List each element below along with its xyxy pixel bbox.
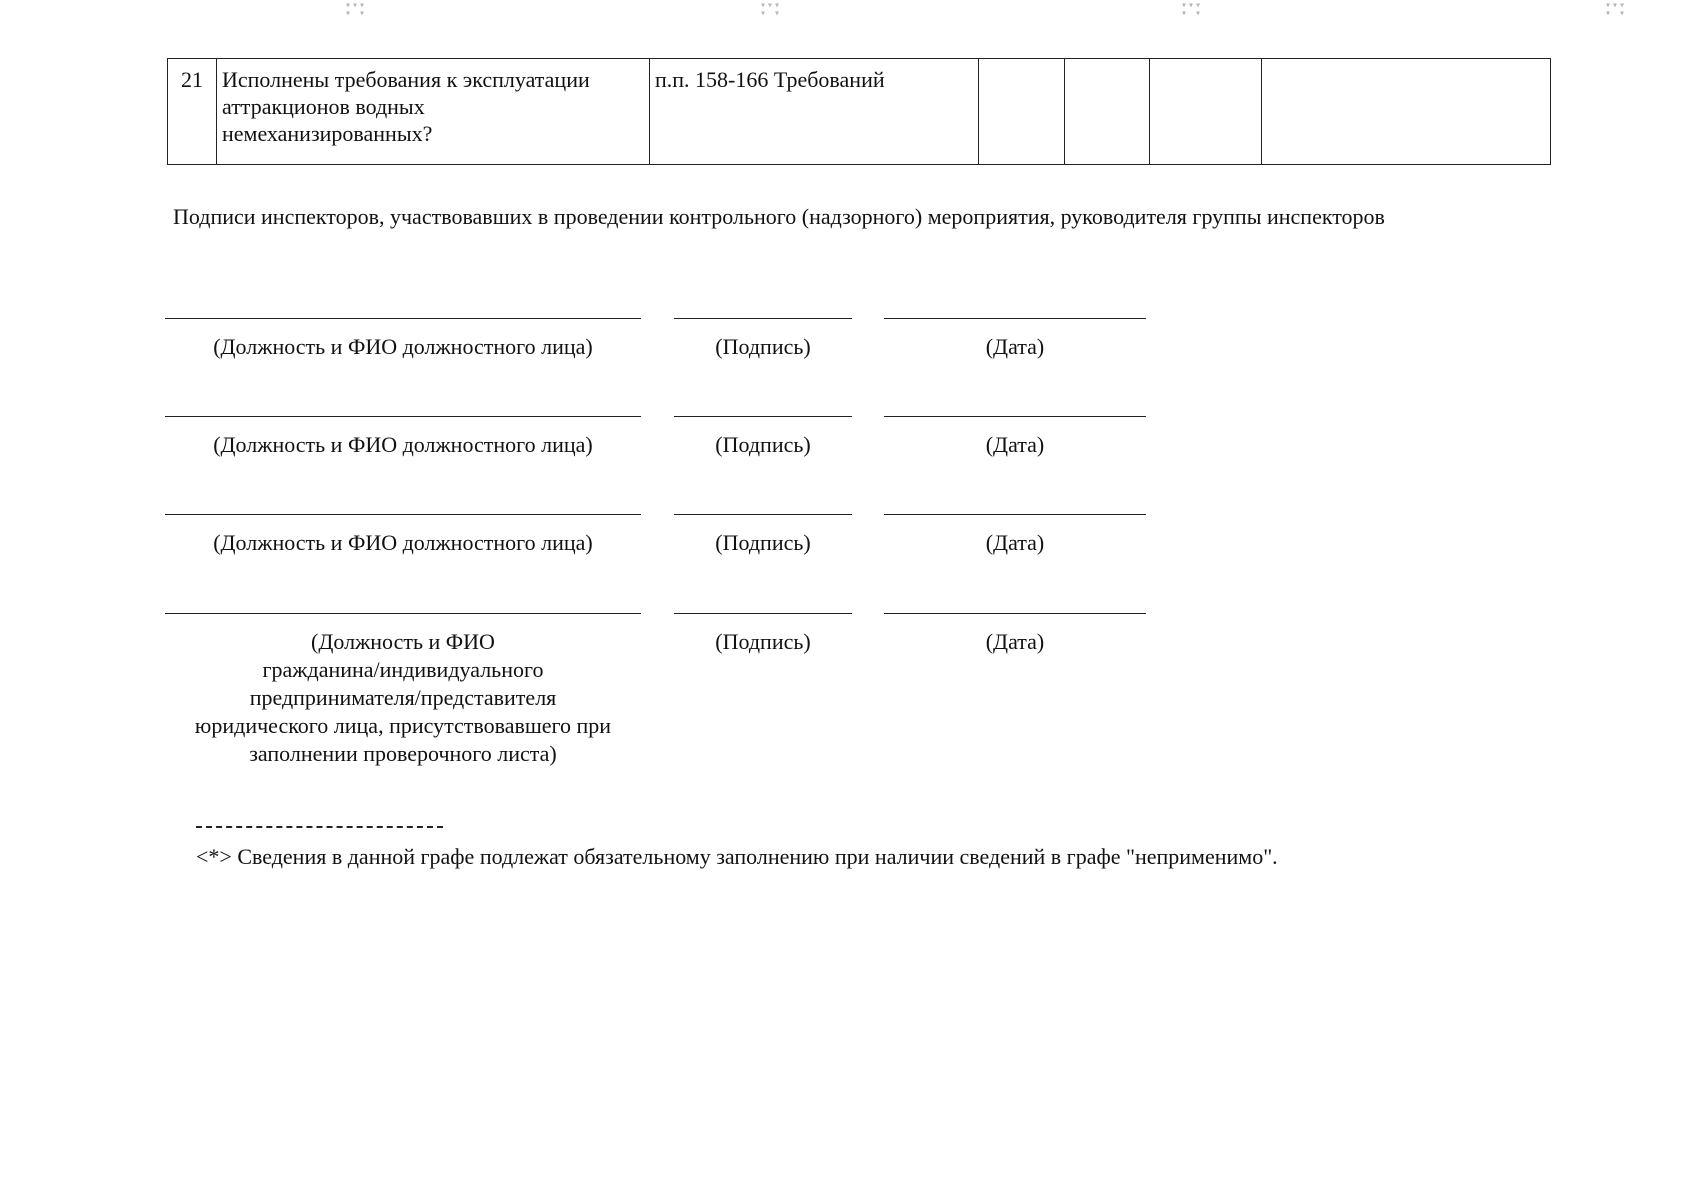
date-caption: (Дата) bbox=[985, 530, 1045, 555]
date-caption: (Дата) bbox=[985, 334, 1045, 359]
question-line: немеханизированных? bbox=[222, 121, 433, 146]
position-caption: (Должность и ФИО должностного лица) bbox=[213, 334, 593, 359]
position-line[interactable] bbox=[165, 416, 641, 417]
footnote-separator bbox=[196, 826, 443, 828]
date-line[interactable] bbox=[884, 514, 1146, 515]
signature-caption: (Подпись) bbox=[715, 629, 811, 654]
position-caption: (Должность и ФИО должностного лица) bbox=[213, 432, 593, 457]
signature-line[interactable] bbox=[674, 416, 852, 417]
scan-artifact: ▾▾▾ ▾ ▾ bbox=[760, 0, 782, 19]
date-line[interactable] bbox=[884, 318, 1146, 319]
scan-artifact: ▾▾▾ ▾ ▾ bbox=[1605, 0, 1627, 19]
question-line: Исполнены требования к эксплуатации bbox=[222, 67, 590, 92]
caption-line: предпринимателя/представителя bbox=[249, 685, 557, 710]
caption-line: юридического лица, присутствовавшего при bbox=[194, 713, 612, 738]
answer-yes-cell[interactable] bbox=[979, 59, 1065, 165]
question-line: аттракционов водных bbox=[222, 94, 425, 119]
position-line[interactable] bbox=[165, 613, 641, 614]
position-caption: (Должность и ФИО должностного лица) bbox=[213, 530, 593, 555]
date-line[interactable] bbox=[884, 613, 1146, 614]
representative-position-caption bbox=[165, 628, 641, 768]
footnote-text: <*> Сведения в данной графе подлежат обязательному заполнению при наличии сведений в графе "неприменимо". bbox=[196, 844, 1278, 869]
scan-artifact: ▾▾▾ ▾ ▾ bbox=[345, 0, 367, 19]
caption-line: гражданина/индивидуального bbox=[262, 657, 544, 682]
signature-caption: (Подпись) bbox=[715, 530, 811, 555]
signatures-intro-text: Подписи инспекторов, участвовавших в проведении контрольного (надзорного) мероприятия, руководителя группы инспекторов bbox=[173, 204, 1385, 229]
signature-caption: (Подпись) bbox=[715, 334, 811, 359]
answer-not-applicable-cell[interactable] bbox=[1150, 59, 1262, 165]
date-caption: (Дата) bbox=[985, 629, 1045, 654]
answer-no-cell[interactable] bbox=[1065, 59, 1150, 165]
caption-line: заполнении проверочного листа) bbox=[249, 741, 557, 766]
question-cell bbox=[217, 59, 650, 165]
scan-artifact: ▾▾▾ ▾ ▾ bbox=[1181, 0, 1203, 19]
date-line[interactable] bbox=[884, 416, 1146, 417]
signature-line[interactable] bbox=[674, 318, 852, 319]
signature-row bbox=[0, 613, 1695, 813]
table-row bbox=[168, 59, 1551, 165]
position-line[interactable] bbox=[165, 514, 641, 515]
checklist-table bbox=[167, 58, 1551, 165]
signature-line[interactable] bbox=[674, 514, 852, 515]
reference-cell: п.п. 158-166 Требований bbox=[650, 59, 979, 165]
signature-line[interactable] bbox=[674, 613, 852, 614]
signature-caption: (Подпись) bbox=[715, 432, 811, 457]
caption-line: (Должность и ФИО bbox=[311, 629, 495, 654]
date-caption: (Дата) bbox=[985, 432, 1045, 457]
row-number-cell: 21 bbox=[168, 59, 217, 165]
note-cell[interactable] bbox=[1262, 59, 1551, 165]
position-line[interactable] bbox=[165, 318, 641, 319]
